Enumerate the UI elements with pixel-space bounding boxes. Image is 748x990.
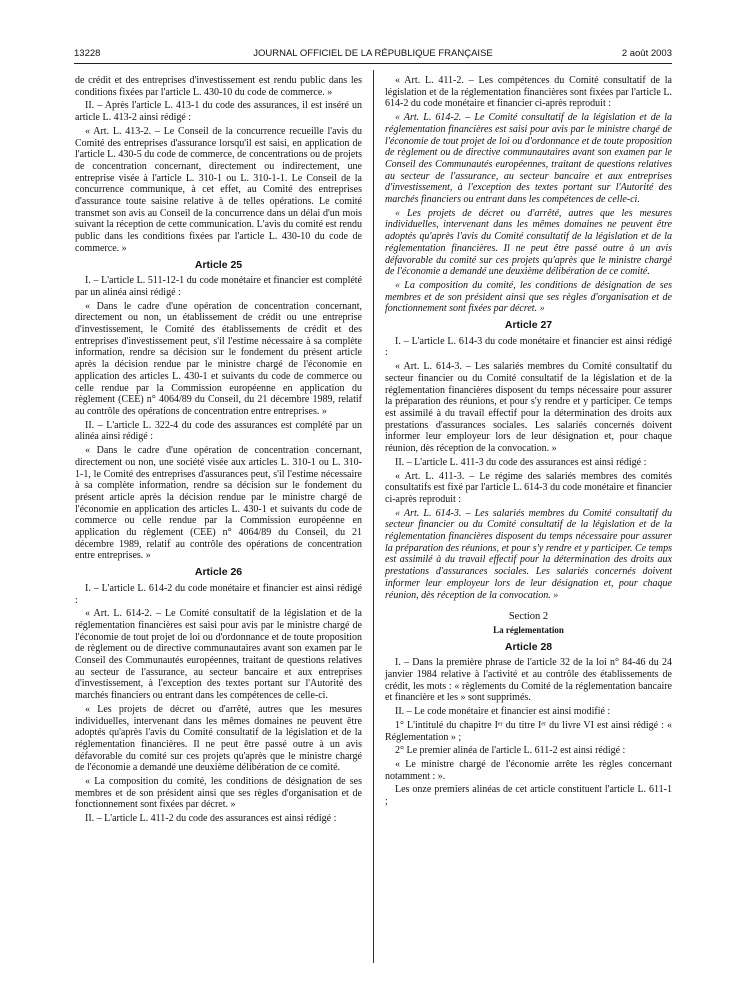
paragraph: II. – Après l'article L. 413-1 du code des assurances, il est inséré un article L. 413-2 ainsi rédigé :: [75, 100, 362, 124]
quoted-article-italic: « La composition du comité, les conditions de désignation de ses membres et de son président ainsi que ses règles d'organisation et de fonctionnement sont fixées par décret. »: [385, 279, 672, 315]
paragraph: II. – L'article L. 411-3 du code des assurances est ainsi rédigé :: [395, 456, 647, 468]
paragraph: « Art. L. 411-2. – Les compétences du Comité consultatif de la législation et de la réglementation financières sont fixées par l'article L. 614-2 du code monétaire et financier ci-après reproduit :: [385, 75, 672, 110]
paragraph: II. – L'article L. 322-4 du code des assurances est complété par un alinéa ainsi rédigé :: [75, 419, 362, 443]
paragraph: « Les projets de décret ou d'arrêté, autres que les mesures individuelles, intervenant dans les mêmes domaines ne peuvent être adoptés qu'après l'avis du Comité consultatif de la législation et de la réglementation financières. Il ne peut être passé outre à un avis défavorable du comité sur ces projets qu'après que le ministre chargé de l'économie a demandé une deuxième délibération de ce comité.: [75, 703, 362, 774]
left-column: [75, 75, 362, 827]
paragraph: « La composition du comité, les conditions de désignation de ses membres et de son président ainsi que ses règles d'organisation et de fonctionnement sont fixées par décret. »: [75, 776, 362, 811]
quoted-article: « Art. L. 614-2. – Le Comité consultatif de la législation et de la réglementation financières est saisi pour avis par le ministre chargé de l'économie de tout projet de loi ou d'ordonnance et de toute proposition de règlement ou de directive communautaires avant son examen par le Conseil des Communautés européennes, traitant de questions relatives au secteur de l'assurance, au secteur bancaire et aux entreprises d'investissement, à l'exception des textes portant sur l'Autorité des marchés financiers ou entrant dans les compétences de celle-ci.: [75, 608, 362, 702]
paragraph: de crédit et des entreprises d'investissement est rendu public dans les conditions fixées par l'article L. 430-10 du code de commerce. »: [75, 75, 362, 98]
page-number: 13228: [74, 48, 101, 59]
paragraph: « Art. L. 411-3. – Le régime des salariés membres des comités consultatifs est fixé par l'article L. 614-3 du code monétaire et financier ci-après reproduit :: [385, 470, 672, 505]
quoted-article-italic: « Les projets de décret ou d'arrêté, autres que les mesures individuelles, intervenant dans les mêmes domaines ne peuvent être adoptés qu'après l'avis du Comité consultatif de la législation et de la réglementation financières. Il ne peut être passé outre à un avis défavorable du comité sur ces projets qu'après que le ministre chargé de l'économie a demandé une deuxième délibération de ce comité.: [385, 207, 672, 278]
paragraph: 2° Le premier alinéa de l'article L. 611-2 est ainsi rédigé :: [395, 745, 626, 757]
article-heading: Article 26: [194, 566, 243, 579]
section-subtitle: La réglementation: [493, 624, 564, 635]
section-heading: Section 2: [508, 611, 549, 623]
issue-date: 2 août 2003: [621, 48, 672, 59]
article-heading: Article 27: [504, 319, 553, 332]
quoted-article: « Art. L. 614-3. – Les salariés membres du Comité consultatif du secteur financier ou du Comité consultatif de la législation et de la réglementation financières disposent du temps nécessaire pour assurer la préparation des réunions, et pour s'y rendre et y participer. Ce temps est assimilé à du travail effectif pour la détermination des droits aux prestations d'assurances sociales. Les salariés concernés doivent informer leur employeur lors de leur désignation et, pour chaque réunion, dès réception de la convocation. »: [385, 361, 672, 455]
journal-title: JOURNAL OFFICIEL DE LA RÉPUBLIQUE FRANÇAISE: [253, 48, 493, 59]
paragraph: I. – L'article L. 511-12-1 du code monétaire et financier est complété par un alinéa ainsi rédigé :: [75, 275, 362, 298]
paragraph: I. – Dans la première phrase de l'article 32 de la loi n° 84-46 du 24 janvier 1984 relative à l'activité et au contrôle des établissements de crédit, les mots : « règlements du Comité de la réglementation bancaire et financière et les » sont supprimés.: [385, 657, 672, 704]
quoted-article-italic: « Art. L. 614-3. – Les salariés membres du Comité consultatif du secteur financier ou du Comité consultatif de la législation et de la réglementation financières disposent du temps nécessaire pour assurer la préparation des réunions, et pour s'y rendre et y participer. Ce temps est assimilé à du travail effectif pour la détermination des droits aux prestations d'assurances sociales. Les salariés concernés doivent informer leur employeur lors de leur désignation et, pour chaque réunion, dès réception de la convocation. »: [385, 507, 672, 601]
article-heading: Article 25: [194, 258, 243, 271]
quoted-article: « Art. L. 413-2. – Le Conseil de la concurrence recueille l'avis du Comité des entreprises d'assurance lorsqu'il est saisi, en application de l'article L. 430-5 du code de commerce, de concentrations ou de projets de concentration concernant, directement ou indirectement, une entreprise visée à l'article L. 310-1 ou L. 310-1-1. Le Conseil de la concurrence communique, à cet effet, au Comité des entreprises d'assurance toute saisine relative à de telles opérations. Le comité transmet son avis au Conseil de la concurrence dans un délai d'un mois suivant la réception de cette communication. L'avis du comité est rendu public dans les conditions fixées par l'article L. 430-10 du code de commerce. »: [75, 125, 362, 254]
paragraph: I. – L'article L. 614-2 du code monétaire et financier est ainsi rédigé :: [75, 582, 362, 606]
paragraph: « Dans le cadre d'une opération de concentration concernant, directement ou non, un établissement de crédit ou une entreprise d'investissement, le Comité des établissements de crédit et des entreprises d'investissement peut, s'il l'estime nécessaire à sa complète information, rendre sa décision sur le fondement du présent article après la décision rendue par le ministre chargé de l'économie en application des articles L. 430-1 et suivants du code de commerce ou celle rendue par la Commission européenne en application du règlement (CEE) n° 4064/89 du Conseil, du 21 décembre 1989, relatif au contrôle des opérations de concentration entre entreprises. »: [75, 300, 362, 417]
page-header: [74, 48, 672, 64]
paragraph: II. – Le code monétaire et financier est ainsi modifié :: [395, 706, 611, 718]
paragraph: Les onze premiers alinéas de cet article constituent l'article L. 611-1 ;: [385, 784, 672, 808]
quoted-article-italic: « Art. L. 614-2. – Le Comité consultatif de la législation et de la réglementation financières est saisi pour avis par le ministre chargé de l'économie de tout projet de loi ou d'ordonnance et de toute proposition de règlement ou de directive communautaires avant son examen par le Conseil des Communautés européennes, traitant de questions relatives au secteur de l'assurance, au secteur bancaire et aux entreprises d'investissement, à l'exception des textes portant sur l'Autorité des marchés financiers ou entrant dans les compétences de celle-ci.: [385, 112, 672, 206]
article-heading: Article 28: [504, 640, 553, 653]
paragraph: « Le ministre chargé de l'économie arrête les règles concernant notamment : ».: [385, 758, 672, 782]
paragraph: « Dans le cadre d'une opération de concentration concernant, directement ou non, une société visée aux articles L. 310-1 ou L. 310-1-1, le Comité des entreprises d'assurances peut, s'il l'estime nécessaire à sa complète information, rendre sa décision sur le fondement du présent article après la décision rendue par le ministre chargé de l'économie en application des articles L. 430-1 et suivants du code de commerce ou celle rendue par la Commission européenne en application du règlement (CEE) n° 4064/89 du Conseil, du 21 décembre 1989, relatif au contrôle des opérations de concentration entre entreprises. »: [75, 445, 362, 562]
paragraph: 1° L'intitulé du chapitre Iᵉʳ du titre Iᵉʳ du livre VI est ainsi rédigé : « Réglementation » ;: [385, 719, 672, 743]
right-column: [385, 75, 672, 810]
paragraph: I. – L'article L. 614-3 du code monétaire et financier est ainsi rédigé :: [385, 335, 672, 359]
column-divider: [373, 70, 374, 963]
header-rule: [74, 63, 672, 64]
paragraph: II. – L'article L. 411-2 du code des assurances est ainsi rédigé :: [85, 813, 337, 825]
